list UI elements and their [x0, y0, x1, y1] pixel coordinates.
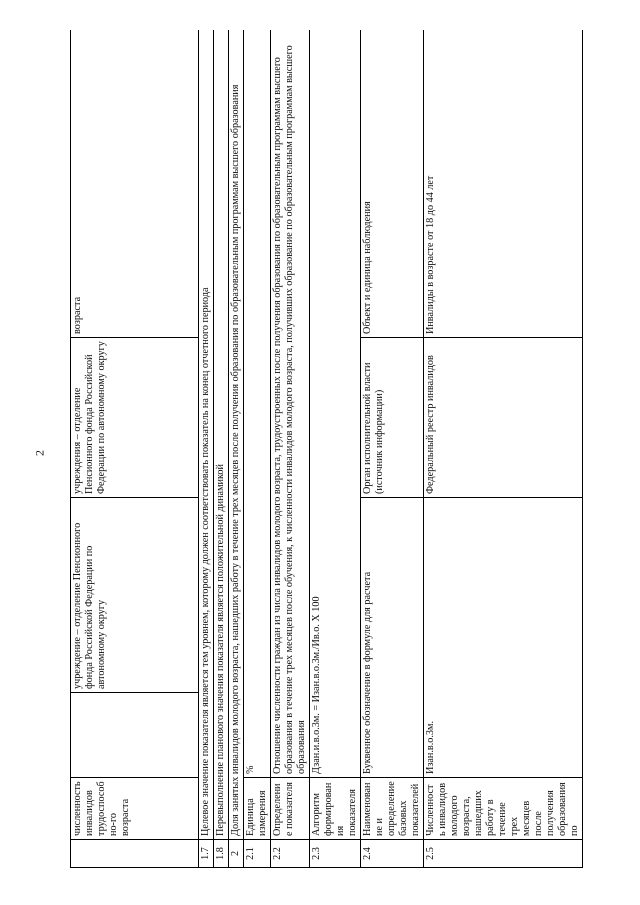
table-row	[244, 30, 271, 868]
row-value: Отношение численности граждан из числа инвалидов молодого возраста, трудоустроенных после получения образования по образовательным программам высшего образования в течение трех месяцев после обучения, к численности инвалидов молодого возраста, получивших образование по образовательным программам высшего образования	[271, 30, 310, 778]
row-label: Наименование и определение базовых показателей	[361, 778, 424, 840]
table-row	[424, 30, 583, 868]
row-number: 1.8	[214, 840, 229, 868]
source-cell: учреждения – отделение Пенсионного фонда Российской Федерации по автономному округу	[71, 338, 199, 498]
table-row	[214, 30, 229, 868]
row-value: %	[244, 30, 271, 778]
column-header: Буквенное обозначение в формуле для расчета	[361, 498, 424, 778]
table-cell	[71, 840, 199, 868]
table-row	[271, 30, 310, 868]
row-label: Определение показателя	[271, 778, 310, 840]
section-heading: Доля занятых инвалидов молодого возраста, нашедших работу в течение трех месяцев после получения образования по образовательным программам высшего образования	[229, 30, 244, 840]
page-number: 2	[32, 450, 47, 456]
row-number: 2.3	[310, 840, 361, 868]
base-indicator-source: Федеральный реестр инвалидов	[424, 338, 583, 498]
object-cell: возраста	[71, 30, 199, 338]
row-number: 2	[229, 840, 244, 868]
table-row	[71, 30, 199, 868]
row-text: Перевыполнение планового значения показателя является положительной динамикой	[214, 30, 229, 840]
indicator-passport-table	[70, 30, 583, 868]
row-label: Численность инвалидов молодого возраста, нашедших работу в течение трех месяцев после получения образования по	[424, 778, 583, 840]
formula-value: Дзан.и.в.о.3м. = Изан.в.о.3м./Ив.о. X 100	[310, 30, 361, 778]
row-label: Алгоритм формирования показателя	[310, 778, 361, 840]
table-row	[310, 30, 361, 868]
base-indicator-object: Инвалиды в возрасте от 18 до 44 лет	[424, 30, 583, 338]
table-row	[361, 30, 424, 868]
indicator-label-cell: численность инвалидов трудоспособно-го возраста	[71, 778, 199, 840]
row-number: 2.4	[361, 840, 424, 868]
row-number: 2.2	[271, 840, 310, 868]
row-label: Единица измерения	[244, 778, 271, 840]
column-header: Объект и единица наблюдения	[361, 30, 424, 338]
rotated-table-frame	[70, 30, 635, 868]
table-row	[199, 30, 214, 868]
row-number: 2.1	[244, 840, 271, 868]
row-number: 1.7	[199, 840, 214, 868]
source-cell: учреждение – отделение Пенсионного фонда Российской Федерации по автономному округу	[71, 498, 199, 693]
row-number: 2.5	[424, 840, 583, 868]
table-row	[229, 30, 244, 868]
column-header: Орган исполнительной власти (источник информации)	[361, 338, 424, 498]
table-cell	[71, 693, 199, 778]
row-text: Целевое значение показателя является тем уровнем, которому должен соответствовать показатель на конец отчетного периода	[199, 30, 214, 840]
base-indicator-symbol: Изан.в.о.3м.	[424, 498, 583, 778]
document-sheet	[70, 30, 635, 868]
